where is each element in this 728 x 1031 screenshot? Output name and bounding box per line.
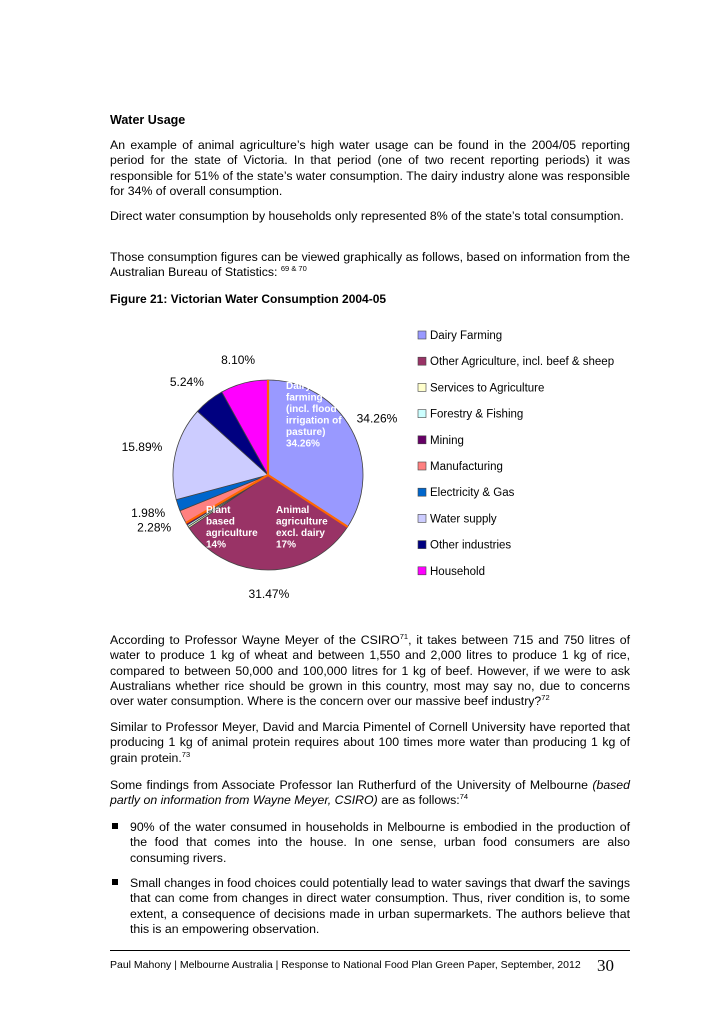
pie-annotation-text: Plant: [206, 505, 231, 516]
page-number: 30: [597, 956, 614, 975]
paragraph-3-text: [110, 250, 630, 281]
legend-swatch: [418, 462, 426, 470]
pie-slice-label: 5.24%: [169, 374, 204, 389]
paragraph-5-text: [110, 720, 630, 766]
legend-label: Other Agriculture, incl. beef & sheep: [430, 356, 615, 369]
paragraph-6-b: are as follows:: [377, 793, 460, 808]
bullet-square-icon: [112, 823, 118, 829]
legend-label: Manufacturing: [430, 461, 503, 473]
paragraph-4-text: [110, 633, 630, 709]
legend-swatch: [418, 567, 426, 575]
paragraph-4-b: , it takes between 715 and 750 litres of water to produce 1 kg of wheat and between 1,550 and 2,000 litres to produce 1 kg of rice, compared to between 50,000 and 100,000 litres for 1 kg of beef. However, if we were to ask Australians whether rice should be grown in this country, most may say no, due to concerns over water consumption. Where is the concern over our massive beef industry?: [110, 633, 630, 709]
paragraph-6-a: Some findings from Associate Professor Ian Rutherfurd of the University of Melbourne: [110, 778, 593, 792]
bullet-square-icon: [112, 879, 118, 885]
legend-swatch: [418, 331, 426, 339]
pie-slice-label: 1.98%: [131, 505, 166, 520]
figure-title: Figure 21: Victorian Water Consumption 2004-05: [110, 292, 387, 306]
legend-label: Services to Agriculture: [430, 382, 545, 395]
paragraph-6-text: [110, 778, 630, 809]
legend-label: Mining: [430, 434, 464, 447]
legend-label: Dairy Farming: [430, 330, 503, 342]
pie-chart: [110, 325, 630, 610]
paragraph-2-text: Direct water consumption by households only represented 8% of the state’s total consumption.: [110, 209, 624, 223]
pie-annotation-text: based: [206, 516, 235, 528]
pie-slice-label: 8.10%: [221, 352, 256, 367]
heading-text: Water Usage: [110, 113, 186, 127]
legend-label: Other industries: [430, 539, 512, 552]
legend-label: Forestry & Fishing: [430, 408, 524, 421]
footnote-ref: 73: [181, 749, 191, 759]
pie-annotation-text: farming: [286, 392, 323, 404]
paragraph-5: [110, 720, 630, 766]
pie-slice-label: 2.28%: [137, 520, 172, 535]
pie-annotation-text: 34.26%: [286, 438, 320, 450]
legend-label: Electricity & Gas: [430, 487, 515, 500]
page-footer: [110, 957, 630, 977]
section-heading: [110, 113, 630, 127]
footer-divider: [110, 950, 630, 951]
bullet-text: Small changes in food choices could potentially lead to water savings that dwarf the savings that can come from changes in direct water consumption. Thus, river condition is, to some extent, a consequence of decisions made in urban supermarkets. The authors believe that this is an empowering observation.: [130, 876, 630, 936]
pie-annotation-text: pasture): [286, 427, 326, 438]
legend-label: Water supply: [430, 513, 497, 526]
pie-slice-label: 15.89%: [121, 440, 163, 455]
bullet-item: [110, 820, 630, 866]
paragraph-6-italic: (based partly on information from Wayne Meyer, CSIRO): [110, 778, 630, 808]
bullet-text: 90% of the water consumed in households in Melbourne is embodied in the production of the food that comes into the house. In one sense, urban food consumers are also consuming rivers.: [130, 820, 630, 865]
legend-swatch: [418, 383, 426, 391]
pie-slice-label: 34.26%: [356, 411, 398, 426]
footer-text: Paul Mahony | Melbourne Australia | Response to National Food Plan Green Paper, September, 2012: [110, 959, 581, 971]
paragraph-2: [110, 209, 630, 224]
paragraph-5-a: Similar to Professor Meyer, David and Marcia Pimentel of Cornell University have reported that producing 1 kg of animal protein requires about 100 times more water than producing 1 kg of grain protein.: [110, 720, 630, 765]
paragraph-4-a: According to Professor Wayne Meyer of the CSIRO: [110, 633, 400, 647]
pie-annotation-text: irrigation of: [286, 415, 342, 427]
footnote-ref: 71: [399, 631, 409, 641]
footnote-ref: 72: [541, 693, 550, 703]
pie-annotation-text: 14%: [206, 539, 227, 551]
pie-annotation-text: 17%: [276, 539, 297, 551]
pie-annotation-text: (incl. flood: [286, 404, 337, 415]
legend-swatch: [418, 436, 426, 444]
legend-swatch: [418, 410, 426, 418]
pie-annotation-text: excl. dairy: [276, 528, 325, 539]
paragraph-1: [110, 138, 630, 199]
paragraph-3: [110, 250, 630, 281]
legend-swatch: [418, 488, 426, 496]
paragraph-1-text: An example of animal agriculture’s high water usage can be found in the 2004/05 reporting period for the state of Victoria. In that period (one of two recent reporting periods) it was responsible for 51% of the state’s water consumption. The dairy industry alone was responsible for 34% of overall consumption.: [110, 138, 630, 198]
legend-swatch: [418, 357, 426, 365]
legend-label: Household: [430, 565, 485, 578]
legend-swatch: [418, 514, 426, 522]
pie-annotation-text: agriculture: [206, 528, 258, 539]
figure-caption: [110, 292, 630, 306]
pie-annotation-text: Dairy: [286, 381, 312, 392]
paragraph-3-body: Those consumption figures can be viewed graphically as follows, based on information from the Australian Bureau of Statistics:: [110, 250, 630, 280]
bullet-item: [110, 876, 630, 937]
legend-swatch: [418, 541, 426, 549]
footnote-ref: 74: [459, 792, 469, 802]
pie-chart-svg: [110, 325, 630, 610]
paragraph-6: [110, 778, 630, 809]
footnote-ref: 69 & 70: [280, 264, 307, 274]
pie-annotation-text: agriculture: [276, 516, 328, 528]
pie-annotation-text: Animal: [276, 505, 310, 516]
pie-slice-label: 31.47%: [248, 587, 290, 601]
paragraph-4: [110, 633, 630, 709]
